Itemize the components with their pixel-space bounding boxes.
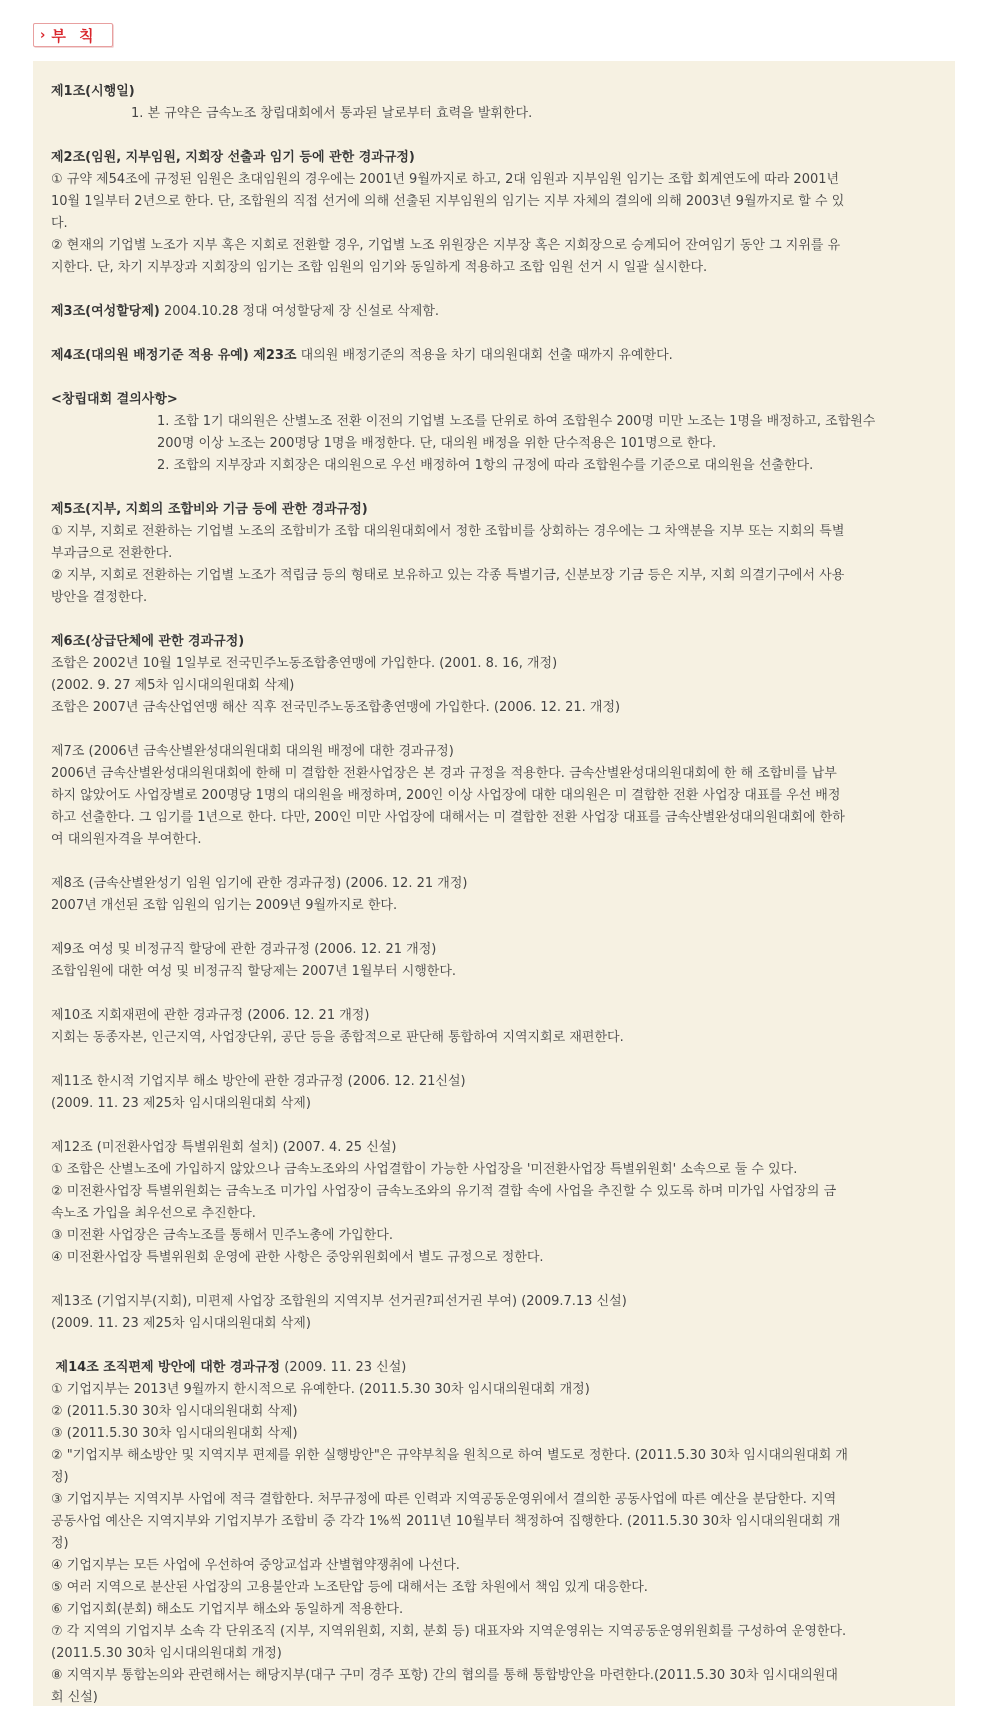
article-7-line: 여 대의원자격을 부여한다. <box>51 832 202 847</box>
article-1-item: 1. 본 규약은 금속노조 창립대회에서 통과된 날로부터 효력을 발휘한다. <box>131 106 533 121</box>
article-14-line: 회 신설) <box>51 1690 98 1705</box>
article-14-line: ⑧ 지역지부 통합논의와 관련해서는 해당지부(대구 구미 경주 포항) 간의 협의를 통해 통합방안을 마련한다.(2011.5.30 30차 임시대의원대 <box>51 1668 838 1683</box>
article-3-title: 제3조(여성할당제) <box>51 304 160 319</box>
article-14-line: ① 기업지부는 2013년 9월까지 한시적으로 유예한다. (2011.5.30 30차 임시대의원대회 개정) <box>51 1382 590 1397</box>
article-14-line: ③ (2011.5.30 30차 임시대의원대회 삭제) <box>51 1426 298 1441</box>
article-14-line: 정) <box>51 1536 69 1551</box>
article-13-line: (2009. 11. 23 제25차 임시대의원대회 삭제) <box>51 1316 311 1331</box>
article-5-line: ① 지부, 지회로 전환하는 기업별 노조의 조합비가 조합 대의원대회에서 정한 조합비를 상회하는 경우에는 그 차액분을 지부 또는 지회의 특별 <box>51 524 845 539</box>
article-2-line: ② 현재의 기업별 노조가 지부 혹은 지회로 전환할 경우, 기업별 노조 위원장은 지부장 혹은 지회장으로 승계되어 잔여임기 동안 그 지위를 유 <box>51 238 841 253</box>
article-5-title: 제5조(지부, 지회의 조합비와 기금 등에 관한 경과규정) <box>51 502 368 517</box>
article-2-title: 제2조(임원, 지부임원, 지회장 선출과 임기 등에 관한 경과규정) <box>51 150 415 165</box>
article-14-line: 정) <box>51 1470 69 1485</box>
article-2-line: 10월 1일부터 2년으로 한다. 단, 조합원의 직접 선거에 의해 선출된 지부임원의 임기는 지부 자체의 결의에 의해 2003년 9월까지로 할 수 있 <box>51 194 845 209</box>
article-6-line: 조합은 2002년 10월 1일부로 전국민주노동조합총연맹에 가입한다. (2001. 8. 16, 개정) <box>51 656 558 671</box>
article-2-line: 다. <box>51 216 68 231</box>
article-7-title: 제7조 (2006년 금속산별완성대의원대회 대의원 배정에 대한 경과규정) <box>51 744 454 759</box>
article-14-line: ⑦ 각 지역의 기업지부 소속 각 단위조직 (지부, 지역위원회, 지회, 분회 등) 대표자와 지역운영위는 지역공동운영위원회를 구성하여 운영한다. <box>51 1624 847 1639</box>
article-13-title: 제13조 (기업지부(지회), 미편제 사업장 조합원의 지역지부 선거권?피선거권 부여) (2009.7.13 신설) <box>51 1294 627 1309</box>
article-14-line: ⑥ 기업지회(분회) 해소도 기업지부 해소와 동일하게 적용한다. <box>51 1602 404 1617</box>
article-10-line: 지회는 동종자본, 인근지역, 사업장단위, 공단 등을 종합적으로 판단해 통합하여 지역지회로 재편한다. <box>51 1030 624 1045</box>
article-11-title: 제11조 한시적 기업지부 해소 방안에 관한 경과규정 (2006. 12. 21신설) <box>51 1074 466 1089</box>
founding-resolution-line: 2. 조합의 지부장과 지회장은 대의원으로 우선 배정하여 1항의 규정에 따라 조합원수를 기준으로 대의원을 선출한다. <box>157 458 814 473</box>
article-3 <box>51 301 937 323</box>
article-14-title: 제14조 조직편제 방안에 대한 경과규정 <box>51 1360 281 1375</box>
article-7-line: 2006년 금속산별완성대의원대회에 한해 미 결합한 전환사업장은 본 경과 규정을 적용한다. 금속산별완성대의원대회에 한 해 조합비를 납부 <box>51 766 837 781</box>
article-14-line: ⑤ 여러 지역으로 분산된 사업장의 고용불안과 노조탄압 등에 대해서는 조합 차원에서 책임 있게 대응한다. <box>51 1580 648 1595</box>
article-6-line: 조합은 2007년 금속산업연맹 해산 직후 전국민주노동조합총연맹에 가입한다. (2006. 12. 21. 개정) <box>51 700 621 715</box>
article-14-line: (2011.5.30 30차 임시대의원대회 개정) <box>51 1646 282 1661</box>
article-6-title: 제6조(상급단체에 관한 경과규정) <box>51 634 245 649</box>
article-5-line: 부과금으로 전환한다. <box>51 546 173 561</box>
article-5-line: 방안을 결정한다. <box>51 590 148 605</box>
founding-resolution-title: <창립대회 결의사항> <box>51 392 178 407</box>
article-14-line: ② (2011.5.30 30차 임시대의원대회 삭제) <box>51 1404 298 1419</box>
article-12-line: ② 미전환사업장 특별위원회는 금속노조 미가입 사업장이 금속노조와의 유기적 결합 속에 사업을 추진할 수 있도록 하며 미가입 사업장의 금 <box>51 1184 837 1199</box>
bylaws-panel <box>33 61 955 1706</box>
article-14-date: (2009. 11. 23 신설) <box>280 1360 407 1375</box>
article-6-line: (2002. 9. 27 제5차 임시대의원대회 삭제) <box>51 678 295 693</box>
article-11-line: (2009. 11. 23 제25차 임시대의원대회 삭제) <box>51 1096 311 1111</box>
article-1-title: 제1조(시행일) <box>51 84 135 99</box>
article-12-line: ① 조합은 산별노조에 가입하지 않았으나 금속노조와의 사업결합이 가능한 사업장을 '미전환사업장 특별위원회' 소속으로 둘 수 있다. <box>51 1162 798 1177</box>
founding-resolution-line: 200명 이상 노조는 200명당 1명을 배정한다. 단, 대의원 배정을 위한 단수적용은 101명으로 한다. <box>157 436 717 451</box>
article-9-title: 제9조 여성 및 비정규직 할당에 관한 경과규정 (2006. 12. 21 개정) <box>51 942 437 957</box>
article-14-line: ② "기업지부 해소방안 및 지역지부 편제를 위한 실행방안"은 규약부칙을 원칙으로 하여 별도로 정한다. (2011.5.30 30차 임시대의원대회 개 <box>51 1448 848 1463</box>
article-12-line: 속노조 가입을 최우선으로 추진한다. <box>51 1206 256 1221</box>
article-12-title: 제12조 (미전환사업장 특별위원회 설치) (2007. 4. 25 신설) <box>51 1140 397 1155</box>
article-5-line: ② 지부, 지회로 전환하는 기업별 노조가 적립금 등의 형태로 보유하고 있는 각종 특별기금, 신분보장 기금 등은 지부, 지회 의결기구에서 사용 <box>51 568 845 583</box>
article-7-line: 하지 않았어도 사업장별로 200명당 1명의 대의원을 배정하며, 200인 이상 사업장에 대한 대의원은 미 결합한 전환 사업장 대표를 우선 배정 <box>51 788 841 803</box>
article-14-line: ④ 기업지부는 모든 사업에 우선하여 중앙교섭과 산별협약쟁취에 나선다. <box>51 1558 460 1573</box>
section-header-tag <box>33 23 113 47</box>
article-14-line: 공동사업 예산은 지역지부와 기업지부가 조합비 중 각각 1%씩 2011년 10월부터 책정하여 집행한다. (2011.5.30 30차 임시대의원대회 개 <box>51 1514 841 1529</box>
section-title: 부 칙 <box>51 26 98 45</box>
article-12-line: ③ 미전환 사업장은 금속노조를 통해서 민주노총에 가입한다. <box>51 1228 393 1243</box>
article-8-title: 제8조 (금속산별완성기 임원 임기에 관한 경과규정) (2006. 12. 21 개정) <box>51 876 468 891</box>
article-12-line: ④ 미전환사업장 특별위원회 운영에 관한 사항은 중앙위원회에서 별도 규정으로 정한다. <box>51 1250 544 1265</box>
article-14 <box>51 1357 937 1379</box>
article-2-line: ① 규약 제54조에 규정된 임원은 초대임원의 경우에는 2001년 9월까지로 하고, 2대 임원과 지부임원 임기는 조합 회계연도에 따라 2001년 <box>51 172 840 187</box>
article-8-line: 2007년 개선된 조합 임원의 임기는 2009년 9월까지로 한다. <box>51 898 398 913</box>
article-14-line: ③ 기업지부는 지역지부 사업에 적극 결합한다. 처무규정에 따른 인력과 지역공동운영위에서 결의한 공동사업에 따른 예산을 분담한다. 지역 <box>51 1492 837 1507</box>
article-10-title: 제10조 지회재편에 관한 경과규정 (2006. 12. 21 개정) <box>51 1008 370 1023</box>
article-4 <box>51 345 937 367</box>
article-2-line: 지한다. 단, 차기 지부장과 지회장의 임기는 조합 임원의 임기와 동일하게 적용하고 조합 임원 선거 시 일괄 실시한다. <box>51 260 708 275</box>
article-4-text: 대의원 배정기준의 적용을 차기 대의원대회 선출 때까지 유예한다. <box>296 348 673 363</box>
article-4-title: 제4조(대의원 배정기준 적용 유예) 제23조 <box>51 348 297 363</box>
article-7-line: 하고 선출한다. 그 임기를 1년으로 한다. 다만, 200인 미만 사업장에 대해서는 미 결합한 전환 사업장 대표를 금속산별완성대의원대회에 한하 <box>51 810 845 825</box>
founding-resolution-line: 1. 조합 1기 대의원은 산별노조 전환 이전의 기업별 노조를 단위로 하여 조합원수 200명 미만 노조는 1명을 배정하고, 조합원수 <box>157 414 876 429</box>
article-3-text: 2004.10.28 정대 여성할당제 장 신설로 삭제함. <box>159 304 440 319</box>
article-9-line: 조합임원에 대한 여성 및 비정규직 할당제는 2007년 1월부터 시행한다. <box>51 964 457 979</box>
chevron-right-icon: › <box>40 27 46 43</box>
